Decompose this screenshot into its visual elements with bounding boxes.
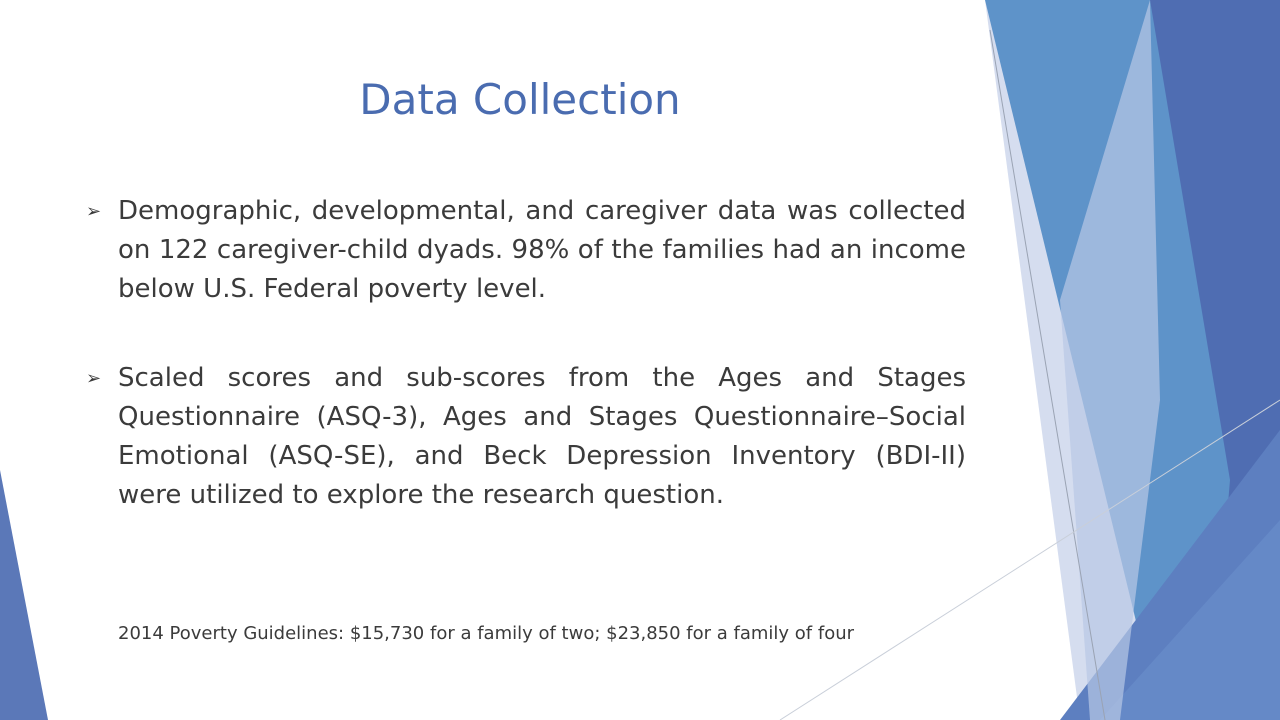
bullet-list — [86, 192, 966, 565]
arrow-bullet-icon: ➢ — [86, 368, 102, 389]
bullet-item-scaled-scores — [86, 359, 966, 515]
bullet-text: Scaled scores and sub-scores from the Ages and Stages Questionnaire (ASQ-3), Ages and Stages Questionnaire–Social Emotional (ASQ-SE), and Beck Depression Inventory (BDI-II) were utilized to explore the research question. — [118, 363, 966, 510]
bullet-item-data-collected — [86, 192, 966, 309]
bullet-text: Demographic, developmental, and caregiver data was collected on 122 caregiver-child dyads. 98% of the families had an income below U.S. Federal poverty level. — [118, 196, 966, 304]
poverty-guidelines-footnote: 2014 Poverty Guidelines: $15,730 for a family of two; $23,850 for a family of four — [118, 623, 855, 644]
arrow-bullet-icon: ➢ — [86, 201, 102, 222]
left-accent-shape — [0, 470, 48, 720]
slide-title: Data Collection — [359, 75, 681, 124]
